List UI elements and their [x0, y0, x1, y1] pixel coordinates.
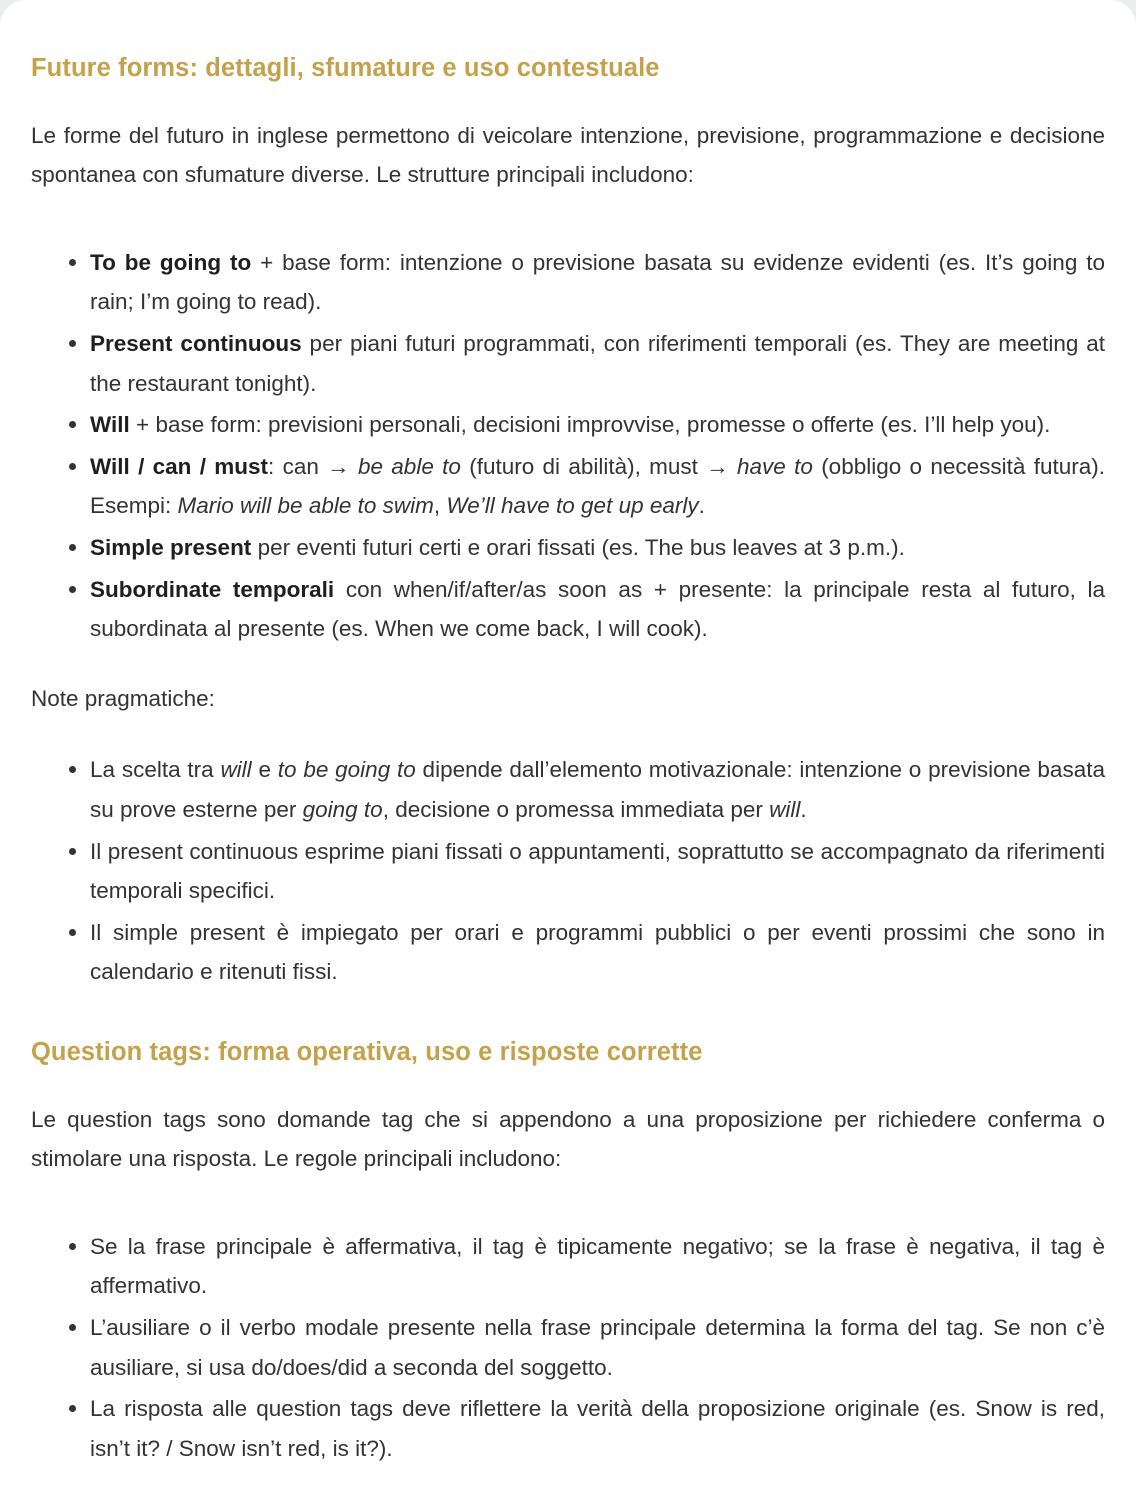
emphasis-text: going to: [302, 796, 383, 822]
list-item: [31, 1389, 1105, 1468]
spacer: [31, 195, 1105, 221]
section-1-intro-paragraph: Le forme del futuro in inglese permettono di veicolare intenzione, previsione, programmazione e decisione spontanea con sfumature diverse. Le strutture principali includono:: [31, 122, 1105, 188]
document-body: [31, 52, 1105, 1468]
list-item-text: + base form: previsioni personali, decisioni improvvise, promesse o offerte (es. I’ll help you).: [129, 412, 1051, 438]
emphasis-text: Mario will be able to swim: [177, 493, 434, 519]
pragmatic-notes-label: Note pragmatiche:: [31, 685, 215, 711]
list-item-text: con when/if/after/as soon as + presente: la principale resta al futuro, la subordinata al presente (es. When we come back, I will cook).: [90, 576, 1106, 642]
section-2-intro-paragraph: Le question tags sono domande tag che si appendono a una proposizione per richiedere conferma o stimolare una risposta. Le regole principali includono:: [31, 1106, 1105, 1172]
list-item-text: Il simple present è impiegato per orari e programmi pubblici o per eventi prossimi che sono in calendario e ritenuti fissi.: [90, 919, 1105, 985]
list-item: [31, 447, 1105, 526]
section-heading-future-forms: Future forms: dettagli, sfumature e uso contestuale: [31, 54, 660, 82]
list-item-text: dipende dall’elemento motivazionale: intenzione o previsione basata su prove esterne per: [90, 757, 1105, 822]
emphasis-text: be able to: [357, 453, 461, 479]
section-gap: [31, 994, 1105, 1036]
list-item-lead: Present continuous: [90, 331, 302, 357]
list-item-text: ,: [433, 493, 447, 519]
emphasis-text: We’ll have to get up early: [446, 493, 699, 519]
section-1-notes-list: [31, 750, 1105, 992]
list-item: [31, 405, 1105, 445]
section-2-rules-list: [31, 1227, 1105, 1469]
list-item-text: (futuro di abilità), must →: [460, 453, 738, 479]
list-item-text: per eventi futuri certi e orari fissati (es. The bus leaves at 3 p.m.).: [251, 535, 905, 560]
list-item-text: .: [800, 796, 807, 822]
list-item: [31, 832, 1105, 911]
list-item-text: : can →: [268, 453, 358, 479]
list-item-text: La scelta tra: [90, 757, 221, 783]
list-item-text: .: [698, 493, 705, 519]
section-heading-question-tags: Question tags: forma operativa, uso e risposte corrette: [31, 1037, 703, 1066]
list-item-lead: Will: [90, 412, 130, 438]
list-item: [31, 1227, 1105, 1306]
emphasis-text: will: [769, 796, 801, 822]
list-item-text: e: [251, 757, 278, 783]
section-1: [31, 52, 1105, 992]
list-item-text: La risposta alle question tags deve riflettere la verità della proposizione originale (es. Snow is red, isn’t it? / Snow isn’t red, is it?).: [90, 1396, 1105, 1461]
list-item: [31, 528, 1105, 568]
list-item: [31, 324, 1105, 403]
emphasis-text: will: [220, 757, 252, 783]
list-item-lead: Subordinate temporali: [90, 576, 335, 602]
list-item-text: L’ausiliare o il verbo modale presente nella frase principale determina la forma del tag. Se non c’è ausiliare, si usa do/does/did a seconda del soggetto.: [90, 1314, 1105, 1380]
list-item-text: + base form: intenzione o previsione basata su evidenze evidenti (es. It’s going to rain; I’m going to read).: [90, 249, 1105, 315]
emphasis-text: to be going to: [277, 757, 416, 783]
emphasis-text: have to: [737, 453, 813, 479]
list-item: [31, 1308, 1105, 1387]
section-1-structures-list: [31, 243, 1105, 649]
list-item-text: Se la frase principale è affermativa, il tag è tipicamente negativo; se la frase è negativa, il tag è affermativo.: [90, 1233, 1105, 1299]
list-item: [31, 243, 1105, 322]
list-item-lead: To be going to: [90, 249, 252, 275]
list-item-lead: Simple present: [90, 535, 252, 560]
list-item: [31, 750, 1105, 829]
list-item-text: per piani futuri programmati, con riferimenti temporali (es. They are meeting at the restaurant tonight).: [90, 331, 1105, 396]
list-item-text: , decisione o promessa immediata per: [382, 796, 770, 822]
list-item-text: (obbligo o necessità futura). Esempi:: [90, 453, 1105, 519]
list-item-lead: Will / can / must: [90, 453, 269, 479]
section-2: [31, 1036, 1105, 1468]
list-item: [31, 570, 1105, 649]
spacer: [31, 718, 1105, 728]
spacer: [31, 1179, 1105, 1205]
list-item: [31, 913, 1105, 992]
list-item-text: Il present continuous esprime piani fissati o appuntamenti, soprattutto se accompagnato da riferimenti temporali specifici.: [90, 838, 1105, 904]
